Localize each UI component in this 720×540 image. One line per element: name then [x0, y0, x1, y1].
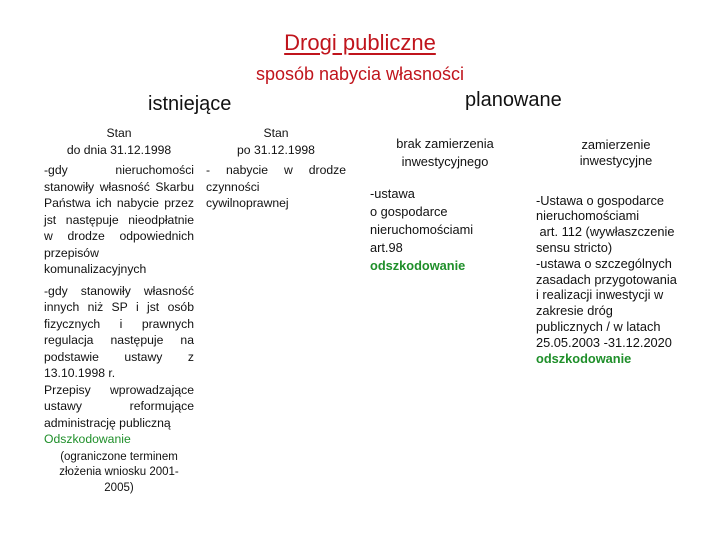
line: art. 112 (wywłaszczenie: [536, 224, 675, 240]
col3-compensation: odszkodowanie: [370, 258, 466, 273]
heading-planned: planowane: [465, 89, 562, 111]
col1-head1: Stan: [106, 126, 132, 140]
line: fizycznych i prawnych: [44, 316, 194, 331]
line: - nabycie w drodze: [206, 163, 346, 177]
line: regulacja następuje na: [44, 333, 194, 347]
line: w drodze odpowiednich: [44, 229, 194, 243]
col1-head2: do dnia 31.12.1998: [66, 142, 172, 157]
line: sensu stricto): [536, 239, 613, 255]
line: Przepisy wprowadzające: [44, 382, 194, 397]
line: o gospodarce: [370, 204, 448, 219]
line: Państwa ich nabycie przez: [44, 196, 194, 210]
line: 13.10.1998 r.: [44, 366, 116, 380]
line: -gdy nieruchomości: [44, 163, 194, 177]
line: -Ustawa o gospodarce: [536, 192, 665, 208]
col4-head: [536, 137, 696, 169]
column-existing-before-1999: [44, 125, 194, 496]
line: złożenia wniosku 2001-: [59, 466, 179, 478]
line: 2005): [104, 481, 134, 494]
line: podstawie ustawy z: [44, 349, 194, 364]
line: inwestycyjnego: [401, 154, 489, 169]
heading-existing: istniejące: [148, 93, 232, 115]
line: nieruchomościami: [536, 208, 640, 224]
column-planned-investment: [536, 137, 696, 366]
line: publicznych / w latach: [536, 318, 661, 334]
line: (ograniczone terminem: [60, 450, 178, 463]
line: czynności: [206, 179, 260, 194]
line: inwestycyjne: [579, 152, 653, 168]
col1-compensation: Odszkodowanie: [44, 432, 131, 446]
col1-paragraph-2: [44, 283, 194, 382]
line: komunalizacyjnych: [44, 262, 147, 276]
line: jst następuje nieodpłatnie: [44, 212, 194, 227]
line: zakresie dróg: [536, 303, 613, 319]
line: nieruchomościami: [370, 222, 474, 237]
line: administrację publiczną: [44, 415, 171, 430]
col2-head1: Stan: [263, 126, 289, 140]
line: stanowiły własność Skarbu: [44, 179, 194, 194]
slide-subtitle: sposób nabycia własności: [255, 64, 465, 84]
line: innych niż SP i jst osób: [44, 300, 194, 314]
line: -ustawa o szczególnych: [536, 255, 672, 271]
line: zamierzenie: [581, 137, 651, 152]
col1-paragraph-1: [44, 162, 194, 278]
col1-note: [44, 450, 194, 497]
line: i realizacji inwestycji w: [536, 287, 664, 303]
col4-compensation: odszkodowanie: [536, 350, 632, 366]
col2-head2: po 31.12.1998: [237, 142, 315, 157]
column-planned-no-investment: [370, 135, 520, 275]
line: przepisów: [44, 245, 99, 260]
line: zasadach przygotowania: [536, 271, 677, 287]
line: -gdy stanowiły własność: [44, 283, 194, 298]
line: 25.05.2003 -31.12.2020: [536, 334, 672, 350]
line: -ustawa: [370, 186, 415, 201]
column-existing-after-1998: [206, 125, 346, 212]
line: brak zamierzenia: [396, 136, 494, 151]
line: cywilnoprawnej: [206, 196, 289, 210]
col1-paragraph-3: [44, 382, 194, 432]
line: art.98: [370, 240, 403, 255]
line: ustawy reformujące: [44, 399, 194, 413]
col3-head: [370, 135, 520, 171]
slide-title: Drogi publiczne: [284, 30, 436, 55]
